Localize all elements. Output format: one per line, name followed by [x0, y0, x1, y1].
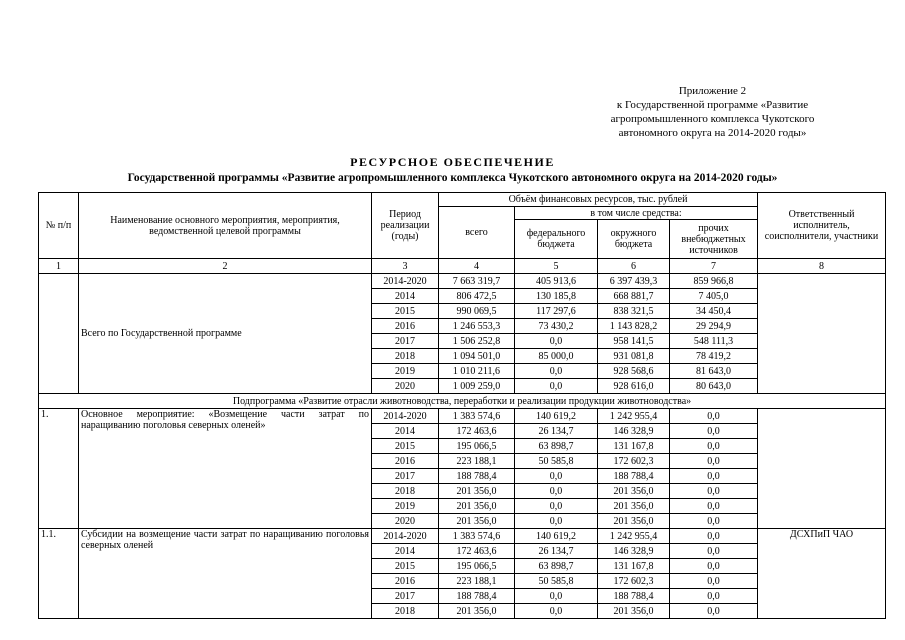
header-num: № п/п [39, 193, 79, 259]
amount-cell: 131 167,8 [598, 439, 670, 454]
table-body [39, 193, 886, 619]
period-cell: 2014 [372, 424, 439, 439]
amount-cell: 0,0 [670, 589, 758, 604]
column-number: 4 [439, 259, 515, 274]
period-cell: 2017 [372, 589, 439, 604]
period-cell: 2019 [372, 499, 439, 514]
amount-cell: 1 010 211,6 [439, 364, 515, 379]
column-number: 5 [515, 259, 598, 274]
amount-cell: 73 430,2 [515, 319, 598, 334]
period-cell: 2020 [372, 379, 439, 394]
column-number: 3 [372, 259, 439, 274]
amount-cell: 140 619,2 [515, 529, 598, 544]
row-number [39, 274, 79, 394]
amount-cell: 146 328,9 [598, 544, 670, 559]
program-total-label: Всего по Государственной программе [79, 274, 372, 394]
period-cell: 2014 [372, 544, 439, 559]
amount-cell: 1 383 574,6 [439, 529, 515, 544]
amount-cell: 85 000,0 [515, 349, 598, 364]
amount-cell: 26 134,7 [515, 424, 598, 439]
header-volume: Объём финансовых ресурсов, тыс. рублей [439, 193, 758, 207]
period-cell: 2017 [372, 469, 439, 484]
amount-cell: 0,0 [670, 604, 758, 619]
period-cell: 2016 [372, 319, 439, 334]
amount-cell: 928 616,0 [598, 379, 670, 394]
amount-cell: 931 081,8 [598, 349, 670, 364]
column-number: 7 [670, 259, 758, 274]
amount-cell: 1 506 252,8 [439, 334, 515, 349]
amount-cell: 405 913,6 [515, 274, 598, 289]
amount-cell: 0,0 [670, 469, 758, 484]
amount-cell: 201 356,0 [439, 484, 515, 499]
column-number-row [39, 259, 886, 274]
amount-cell: 223 188,1 [439, 574, 515, 589]
appendix-line: к Государственной программе «Развитие [616, 99, 809, 111]
resources-table [38, 192, 886, 619]
amount-cell: 0,0 [515, 514, 598, 529]
amount-cell: 172 602,3 [598, 454, 670, 469]
amount-cell: 0,0 [670, 544, 758, 559]
amount-cell: 0,0 [515, 469, 598, 484]
amount-cell: 29 294,9 [670, 319, 758, 334]
header-total: всего [439, 207, 515, 259]
amount-cell: 201 356,0 [598, 604, 670, 619]
period-cell: 2018 [372, 349, 439, 364]
amount-cell: 146 328,9 [598, 424, 670, 439]
amount-cell: 50 585,8 [515, 454, 598, 469]
amount-cell: 188 788,4 [439, 469, 515, 484]
amount-cell: 1 242 955,4 [598, 409, 670, 424]
amount-cell: 172 463,6 [439, 424, 515, 439]
amount-cell: 0,0 [670, 529, 758, 544]
amount-cell: 195 066,5 [439, 439, 515, 454]
appendix-note [520, 84, 905, 140]
amount-cell: 80 643,0 [670, 379, 758, 394]
subprogram-title: Подпрограмма «Развитие отрасли животноводства, переработки и реализации продукции животноводства» [39, 394, 886, 409]
amount-cell: 140 619,2 [515, 409, 598, 424]
amount-cell: 78 419,2 [670, 349, 758, 364]
amount-cell: 130 185,8 [515, 289, 598, 304]
document-title: РЕСУРСНОЕ ОБЕСПЕЧЕНИЕ [350, 155, 555, 169]
header-responsible: Ответственный исполнитель, соисполнители, участники [758, 193, 886, 259]
period-cell: 2014-2020 [372, 274, 439, 289]
amount-cell: 0,0 [515, 379, 598, 394]
period-cell: 2020 [372, 514, 439, 529]
amount-cell: 223 188,1 [439, 454, 515, 469]
amount-cell: 1 009 259,0 [439, 379, 515, 394]
amount-cell: 34 450,4 [670, 304, 758, 319]
appendix-line: агропромышленного комплекса Чукотского [610, 113, 815, 125]
document-subtitle: Государственной программы «Развитие агропромышленного комплекса Чукотского автономного округа на 2014-2020 годы» [127, 172, 778, 184]
period-cell: 2014 [372, 289, 439, 304]
header-including: в том числе средства: [515, 207, 758, 220]
period-cell: 2017 [372, 334, 439, 349]
amount-cell: 81 643,0 [670, 364, 758, 379]
amount-cell: 172 463,6 [439, 544, 515, 559]
header-federal: федерального бюджета [515, 220, 598, 259]
amount-cell: 188 788,4 [598, 469, 670, 484]
amount-cell: 806 472,5 [439, 289, 515, 304]
amount-cell: 0,0 [670, 514, 758, 529]
period-cell: 2015 [372, 304, 439, 319]
column-number: 6 [598, 259, 670, 274]
table-row [39, 274, 886, 289]
amount-cell: 548 111,3 [670, 334, 758, 349]
amount-cell: 668 881,7 [598, 289, 670, 304]
period-cell: 2014-2020 [372, 409, 439, 424]
amount-cell: 0,0 [515, 604, 598, 619]
amount-cell: 1 242 955,4 [598, 529, 670, 544]
amount-cell: 0,0 [670, 454, 758, 469]
appendix-line: автономного округа на 2014-2020 годы» [618, 127, 807, 139]
amount-cell: 1 143 828,2 [598, 319, 670, 334]
amount-cell: 859 966,8 [670, 274, 758, 289]
measure-name: Основное мероприятие: «Возмещение части затрат по наращиванию поголовья северных оленей» [79, 409, 372, 529]
period-cell: 2016 [372, 454, 439, 469]
amount-cell: 0,0 [670, 574, 758, 589]
amount-cell: 63 898,7 [515, 439, 598, 454]
table-row [39, 409, 886, 424]
amount-cell: 201 356,0 [598, 484, 670, 499]
amount-cell: 7 405,0 [670, 289, 758, 304]
amount-cell: 958 141,5 [598, 334, 670, 349]
amount-cell: 0,0 [670, 484, 758, 499]
amount-cell: 6 397 439,3 [598, 274, 670, 289]
appendix-line: Приложение 2 [678, 85, 747, 97]
header-district: окружного бюджета [598, 220, 670, 259]
subprogram-row [39, 394, 886, 409]
amount-cell: 1 383 574,6 [439, 409, 515, 424]
amount-cell: 928 568,6 [598, 364, 670, 379]
amount-cell: 838 321,5 [598, 304, 670, 319]
amount-cell: 201 356,0 [439, 604, 515, 619]
period-cell: 2016 [372, 574, 439, 589]
amount-cell: 0,0 [670, 409, 758, 424]
amount-cell: 201 356,0 [598, 514, 670, 529]
amount-cell: 188 788,4 [598, 589, 670, 604]
amount-cell: 0,0 [515, 364, 598, 379]
amount-cell: 131 167,8 [598, 559, 670, 574]
amount-cell: 201 356,0 [598, 499, 670, 514]
header-period: Период реализации (годы) [372, 193, 439, 259]
measure-name: Субсидии на возмещение части затрат по наращиванию поголовья северных оленей [79, 529, 372, 619]
amount-cell: 0,0 [515, 334, 598, 349]
amount-cell: 7 663 319,7 [439, 274, 515, 289]
period-cell: 2015 [372, 559, 439, 574]
amount-cell: 0,0 [515, 484, 598, 499]
period-cell: 2019 [372, 364, 439, 379]
amount-cell: 0,0 [670, 439, 758, 454]
amount-cell: 201 356,0 [439, 514, 515, 529]
header-other: прочих внебюджетных источников [670, 220, 758, 259]
amount-cell: 0,0 [515, 589, 598, 604]
column-number: 2 [79, 259, 372, 274]
period-cell: 2018 [372, 484, 439, 499]
amount-cell: 0,0 [515, 499, 598, 514]
responsible-cell: ДСХПиП ЧАО [758, 529, 886, 619]
amount-cell: 63 898,7 [515, 559, 598, 574]
header-name: Наименование основного мероприятия, мероприятия, ведомственной целевой программы [79, 193, 372, 259]
row-number: 1. [39, 409, 79, 529]
responsible-cell [758, 274, 886, 394]
column-number: 8 [758, 259, 886, 274]
amount-cell: 201 356,0 [439, 499, 515, 514]
period-cell: 2015 [372, 439, 439, 454]
period-cell: 2014-2020 [372, 529, 439, 544]
amount-cell: 990 069,5 [439, 304, 515, 319]
column-number: 1 [39, 259, 79, 274]
period-cell: 2018 [372, 604, 439, 619]
amount-cell: 188 788,4 [439, 589, 515, 604]
amount-cell: 117 297,6 [515, 304, 598, 319]
amount-cell: 0,0 [670, 424, 758, 439]
amount-cell: 195 066,5 [439, 559, 515, 574]
amount-cell: 1 246 553,3 [439, 319, 515, 334]
amount-cell: 0,0 [670, 499, 758, 514]
amount-cell: 1 094 501,0 [439, 349, 515, 364]
amount-cell: 0,0 [670, 559, 758, 574]
responsible-cell [758, 409, 886, 529]
table-row [39, 529, 886, 544]
row-number: 1.1. [39, 529, 79, 619]
amount-cell: 26 134,7 [515, 544, 598, 559]
amount-cell: 172 602,3 [598, 574, 670, 589]
amount-cell: 50 585,8 [515, 574, 598, 589]
